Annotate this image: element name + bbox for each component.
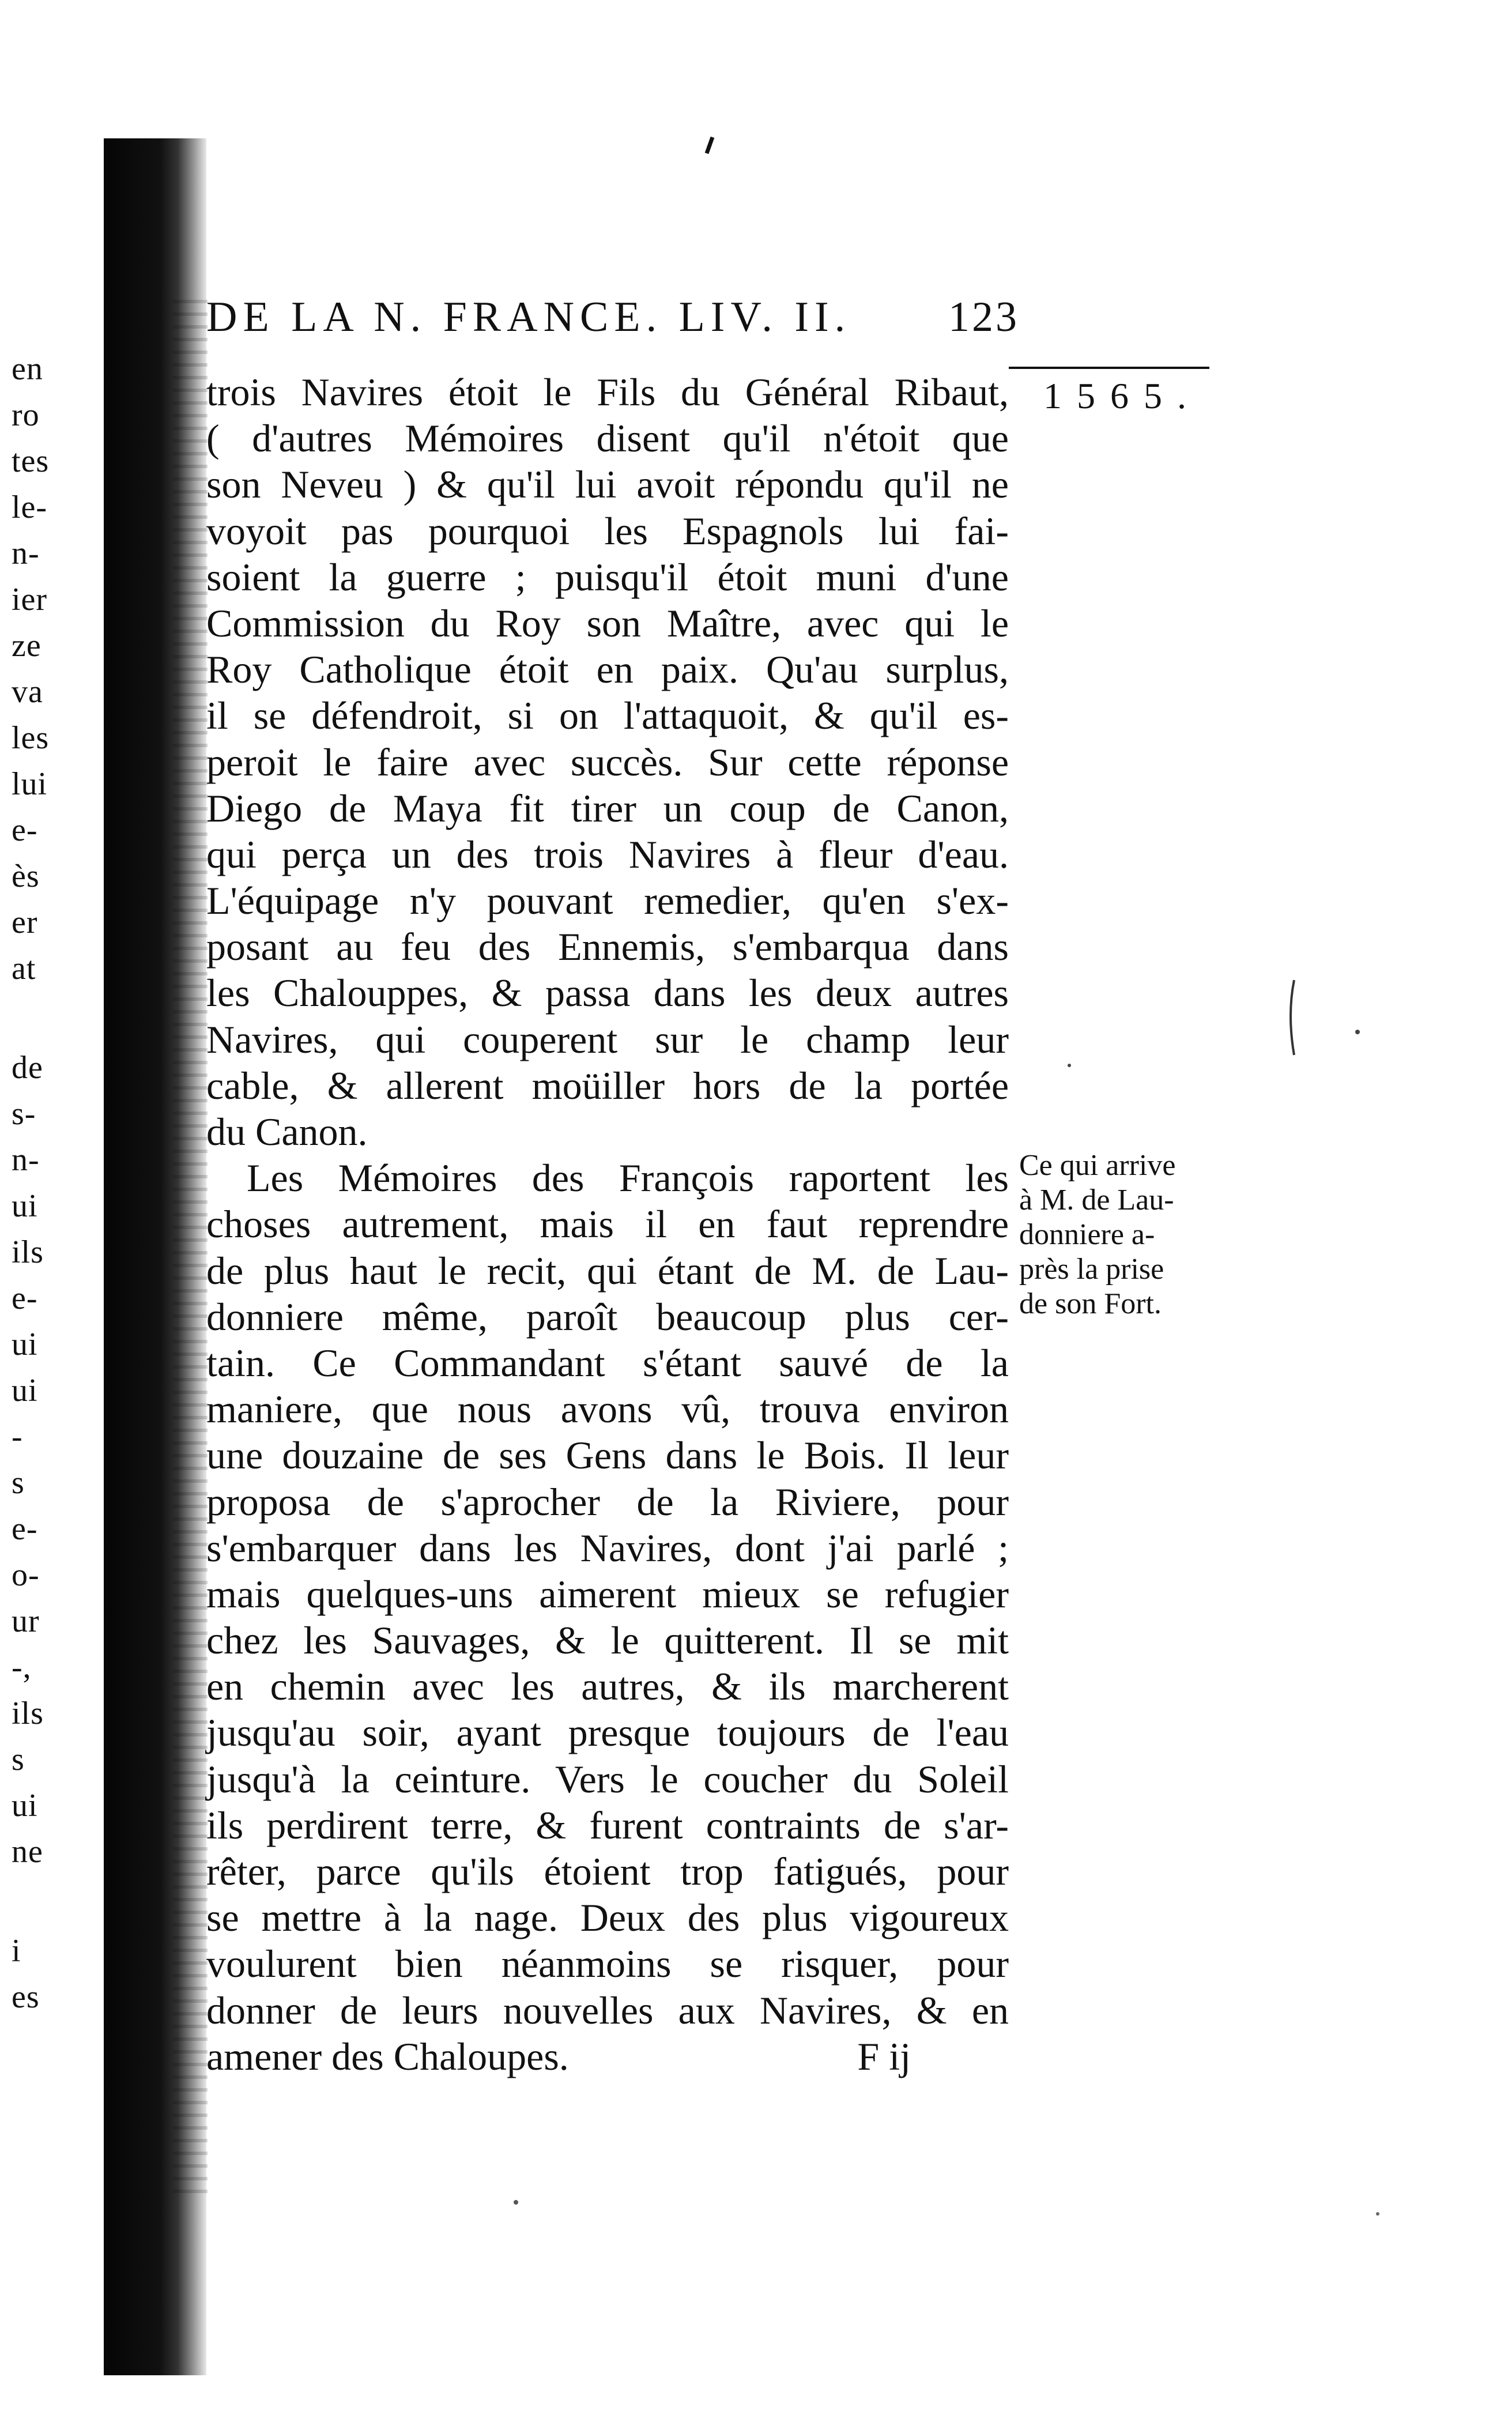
bleed-line: ur [12, 1603, 40, 1639]
bleed-line: es [12, 1979, 40, 2015]
bleed-line: ze [12, 628, 42, 664]
text-line: les Chalouppes, & passa dans les deux autres [206, 971, 1009, 1015]
text-line: trois Navires étoit le Fils du Général Ribaut, [206, 370, 1009, 414]
text-line: tain. Ce Commandant s'étant sauvé de la [206, 1340, 1009, 1385]
text-line: jusqu'au soir, ayant presque toujours de l'eau [206, 1711, 1009, 1755]
text-line: se mettre à la nage. Deux des plus vigoureux [206, 1896, 1009, 1940]
bleed-line: s- [12, 1096, 36, 1132]
text-line: Commission du Roy son Maître, avec qui le [206, 601, 1009, 645]
bleed-line: ui [12, 1788, 38, 1824]
bleed-line: n- [12, 1142, 40, 1178]
text-line: Navires, qui couperent sur le champ leur [206, 1017, 1009, 1061]
text-line: donner de leurs nouvelles aux Navires, & en [206, 1988, 1009, 2032]
text-line: Diego de Maya fit tirer un coup de Canon, [206, 786, 1009, 830]
text-line: maniere, que nous avons vû, trouva environ [206, 1387, 1009, 1432]
text-line: du Canon. [206, 1110, 368, 1154]
bleed-line: ui [12, 1188, 38, 1224]
bleed-line: ne [12, 1834, 43, 1870]
bleed-line: ès [12, 858, 40, 894]
paragraph-start: Les Mémoires des François raportent les [247, 1156, 1009, 1200]
bleed-line: ils [12, 1234, 44, 1270]
bleed-line: -, [12, 1649, 32, 1685]
bleed-line: va [12, 674, 43, 710]
text-line: donniere même, paroît beaucoup plus cer- [206, 1294, 1009, 1339]
bleed-line: - [12, 1419, 23, 1455]
bleed-line: s [12, 1465, 25, 1501]
text-line: son Neveu ) & qu'il lui avoit répondu qu'il ne [206, 462, 1009, 507]
bleed-line: e- [12, 1280, 38, 1316]
margin-note-line: Ce qui arrive [1019, 1149, 1176, 1182]
text-line: ( d'autres Mémoires disent qu'il n'étoit que [206, 416, 1009, 461]
bleed-line: s [12, 1742, 25, 1777]
page-number: 123 [948, 293, 1019, 341]
bleed-line: ui [12, 1373, 38, 1408]
text-line: en chemin avec les autres, & ils marcherent [206, 1664, 1009, 1709]
bleed-line: n- [12, 536, 40, 571]
bleed-line: le- [12, 489, 48, 525]
bleed-line: lui [12, 766, 48, 802]
text-line: proposa de s'aprocher de la Riviere, pour [206, 1479, 1009, 1524]
signature-mark: F ij [857, 2034, 911, 2078]
text-line: cable, & allerent moüiller hors de la portée [206, 1063, 1009, 1107]
bleed-line: o- [12, 1557, 40, 1593]
text-line: peroit le faire avec succès. Sur cette réponse [206, 740, 1009, 784]
text-line: voulurent bien néanmoins se risquer, pour [206, 1942, 1009, 1986]
text-line: choses autrement, mais il en faut reprendre [206, 1202, 1009, 1246]
bleed-line: i [12, 1933, 21, 1969]
margin-note-line: de son Fort. [1019, 1287, 1162, 1320]
margin-note-line: donniere a- [1019, 1218, 1155, 1251]
bleed-line: ro [12, 397, 40, 433]
margin-note-line: à M. de Lau- [1019, 1184, 1174, 1216]
text-line: jusqu'à la ceinture. Vers le coucher du Soleil [206, 1757, 1009, 1801]
bleed-line: ier [12, 582, 48, 617]
text-line: rêter, parce qu'ils étoient trop fatigués, pour [206, 1849, 1009, 1893]
text-line: soient la guerre ; puisqu'il étoit muni d'une [206, 555, 1009, 599]
bleed-line: er [12, 905, 38, 940]
text-line: Roy Catholique étoit en paix. Qu'au surplus, [206, 647, 1009, 692]
margin-year: 1565. [1043, 375, 1201, 416]
margin-note-line: près la prise [1019, 1253, 1164, 1286]
text-line: qui perça un des trois Navires à fleur d'eau. [206, 832, 1009, 876]
last-line-text: amener des Chaloupes. [206, 2034, 569, 2078]
bleed-line: en [12, 351, 43, 387]
bleed-line: de [12, 1050, 43, 1086]
running-head-title: DE LA N. FRANCE. LIV. II. [206, 293, 851, 341]
bleed-line: tes [12, 443, 50, 479]
text-line: ils perdirent terre, & furent contraints de s'ar- [206, 1803, 1009, 1847]
bleed-line: e- [12, 812, 38, 848]
bleed-line: at [12, 951, 36, 986]
text-line: L'équipage n'y pouvant remedier, qu'en s'ex- [206, 879, 1009, 923]
text-line: mais quelques-uns aimerent mieux se refugier [206, 1572, 1009, 1616]
text-line: voyoit pas pourquoi les Espagnols lui fai- [206, 508, 1009, 553]
text-line: une douzaine de ses Gens dans le Bois. Il leur [206, 1433, 1009, 1478]
bleed-line: les [12, 720, 50, 756]
text-line: s'embarquer dans les Navires, dont j'ai parlé ; [206, 1525, 1009, 1570]
bleed-line: e- [12, 1511, 38, 1547]
text-line: chez les Sauvages, & le quitterent. Il se mit [206, 1618, 1009, 1663]
text-line: il se défendroit, si on l'attaquoit, & qu'il es- [206, 694, 1009, 738]
text-line: posant au feu des Ennemis, s'embarqua dans [206, 925, 1009, 969]
bleed-line: ui [12, 1327, 38, 1362]
text-line: de plus haut le recit, qui étant de M. de Lau- [206, 1248, 1009, 1293]
bleed-line: ils [12, 1696, 44, 1731]
